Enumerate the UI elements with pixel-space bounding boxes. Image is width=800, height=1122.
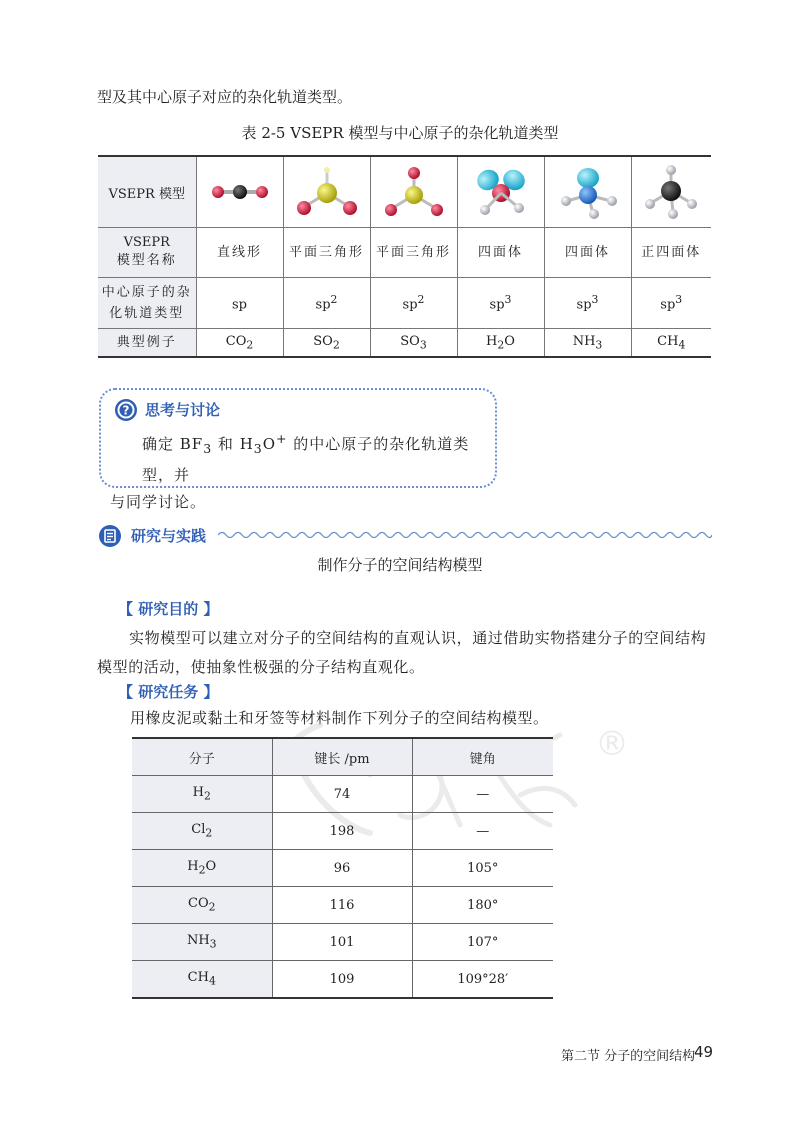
row-header-hybrid-line1: 中心原子的杂: [101, 285, 192, 300]
example-cell: [283, 329, 370, 358]
molecule-cell: [132, 961, 272, 999]
example-cell: [457, 329, 544, 358]
bond-angle-cell: 109°28′: [412, 961, 553, 999]
table-row: [132, 850, 553, 887]
header-bond-angle: 键角: [412, 738, 553, 776]
wave-divider: [218, 528, 712, 542]
row-model: [98, 156, 711, 228]
bond-length-cell: 101: [272, 924, 412, 961]
molecule-cell: [132, 776, 272, 813]
model-cell-co2: [196, 156, 283, 228]
model-name-cell: 四面体: [544, 228, 631, 278]
bond-angle-cell: 105°: [412, 850, 553, 887]
formula-sub: 2: [332, 338, 340, 352]
bond-angle-cell: 107°: [412, 924, 553, 961]
think-sup: +: [276, 431, 288, 446]
table-row: [132, 776, 553, 813]
formula-part: CO: [225, 333, 247, 349]
think-line-2: 与同学讨论。: [110, 493, 207, 511]
formula-sub: 3: [595, 338, 603, 352]
question-icon: [114, 398, 138, 422]
table-row: [132, 813, 553, 850]
bond-angle-cell: —: [412, 776, 553, 813]
task-text: 用橡皮泥或黏土和牙签等材料制作下列分子的空间结构模型。: [130, 709, 549, 727]
formula-sub: 4: [208, 974, 216, 988]
hybrid-cell: [283, 278, 370, 329]
hybrid-sup: 2: [417, 293, 425, 307]
bond-length-cell: 198: [272, 813, 412, 850]
hybrid-base: sp: [402, 297, 418, 313]
molecule-cell: [132, 813, 272, 850]
formula-sub: 2: [198, 863, 206, 877]
formula-sub: 2: [208, 900, 216, 914]
row-header-model: VSEPR 模型: [98, 156, 196, 228]
row-hybridization: [98, 278, 711, 329]
ch4-molecule-icon: [639, 163, 703, 221]
model-cell-h2o: [457, 156, 544, 228]
research-practice-title: 研究与实践: [131, 527, 207, 545]
formula-part: SO: [400, 333, 420, 349]
purpose-text-content: 实物模型可以建立对分子的空间结构的直观认识，通过借助实物搭建分子的空间结构模型的活动，使抽象性极强的分子结构直观化。: [97, 629, 707, 676]
think-discuss-text: [110, 425, 490, 516]
formula-sub: 4: [678, 338, 686, 352]
task-label: 【 研究任务 】: [118, 683, 219, 701]
hybrid-base: sp: [576, 297, 592, 313]
hybrid-sup: 2: [330, 293, 338, 307]
molecule-cell: [132, 850, 272, 887]
model-cell-so3: [370, 156, 457, 228]
bond-data-table: [132, 737, 553, 999]
header-bond-length: 键长 /pm: [272, 738, 412, 776]
hybrid-cell: [544, 278, 631, 329]
svg-text:?: ?: [122, 403, 130, 418]
formula-part: CH: [187, 970, 209, 986]
model-name-cell: 平面三角形: [370, 228, 457, 278]
molecule-cell: [132, 924, 272, 961]
think-text-part: O: [262, 435, 277, 453]
example-cell: [196, 329, 283, 358]
notebook-icon: [98, 524, 122, 548]
so3-molecule-icon: [379, 163, 449, 221]
header-molecule: 分子: [132, 738, 272, 776]
formula-part: O: [205, 859, 217, 875]
intro-line: 型及其中心原子对应的杂化轨道类型。: [97, 88, 353, 106]
formula-part: H: [192, 785, 204, 801]
think-discuss-title: 思考与讨论: [145, 401, 221, 419]
formula-sub: 2: [203, 789, 211, 803]
co2-molecule-icon: [208, 177, 272, 207]
row-header-name-line2: 模型名称: [116, 252, 177, 268]
model-name-cell: 四面体: [457, 228, 544, 278]
formula-sub: 2: [205, 826, 213, 840]
think-text-part: 确定 BF: [142, 435, 204, 453]
think-text-part: 的中心原子的杂化轨道类型，并: [142, 435, 470, 484]
formula-sub: 3: [209, 937, 217, 951]
think-line-1: [110, 425, 490, 489]
molecule-cell: [132, 887, 272, 924]
think-sub: 3: [253, 441, 263, 456]
bond-angle-cell: 180°: [412, 887, 553, 924]
hybrid-cell: [631, 278, 711, 329]
row-example: [98, 329, 711, 358]
model-name-cell: 正四面体: [631, 228, 711, 278]
example-cell: [631, 329, 711, 358]
registered-mark: ®: [595, 724, 629, 764]
hybrid-sup: 3: [675, 293, 683, 307]
model-cell-so2: [283, 156, 370, 228]
model-cell-ch4: [631, 156, 711, 228]
hybrid-cell: [457, 278, 544, 329]
bond-length-cell: 74: [272, 776, 412, 813]
formula-part: O: [504, 333, 515, 349]
table-row: [132, 924, 553, 961]
hybrid-base: sp: [232, 297, 247, 313]
model-name-cell: 平面三角形: [283, 228, 370, 278]
hybrid-cell: [196, 278, 283, 329]
vsepr-table: [98, 155, 711, 358]
research-heading: 制作分子的空间结构模型: [317, 556, 483, 574]
formula-sub: 3: [419, 338, 427, 352]
model-name-cell: 直线形: [196, 228, 283, 278]
formula-part: CO: [188, 896, 209, 912]
hybrid-sup: 3: [504, 293, 512, 307]
page-number: 49: [694, 1043, 714, 1061]
formula-sub: 2: [246, 338, 254, 352]
table-caption: 表 2-5 VSEPR 模型与中心原子的杂化轨道类型: [241, 124, 559, 142]
row-header-hybrid: [98, 278, 196, 329]
row-header-example: 典型例子: [98, 329, 196, 358]
so2-molecule-icon: [292, 163, 362, 221]
formula-part: H: [486, 333, 498, 349]
nh3-molecule-icon: [553, 163, 623, 221]
formula-part: NH: [572, 333, 596, 349]
formula-part: CH: [657, 333, 679, 349]
row-header-hybrid-line2: 化轨道类型: [109, 306, 185, 321]
think-sub: 3: [203, 441, 213, 456]
formula-part: H: [187, 859, 199, 875]
think-text-part: 和 H: [212, 435, 254, 453]
footer-section: 第二节 分子的空间结构: [561, 1049, 696, 1064]
formula-part: SO: [313, 333, 333, 349]
h2o-molecule-icon: [466, 163, 536, 221]
example-cell: [544, 329, 631, 358]
purpose-label: 【 研究目的 】: [118, 600, 219, 618]
hybrid-cell: [370, 278, 457, 329]
table-row: [132, 961, 553, 999]
bond-length-cell: 116: [272, 887, 412, 924]
row-model-name: [98, 228, 711, 278]
example-cell: [370, 329, 457, 358]
formula-sub: 2: [497, 338, 505, 352]
table-row: [132, 887, 553, 924]
formula-part: Cl: [191, 822, 206, 838]
formula-part: NH: [186, 933, 210, 949]
bond-length-cell: 109: [272, 961, 412, 999]
hybrid-sup: 3: [591, 293, 599, 307]
hybrid-base: sp: [489, 297, 505, 313]
row-header-name-line1: VSEPR: [123, 234, 170, 250]
bond-table-header: [132, 738, 553, 776]
hybrid-base: sp: [315, 297, 331, 313]
purpose-text: [97, 624, 712, 682]
hybrid-base: sp: [660, 297, 676, 313]
model-cell-nh3: [544, 156, 631, 228]
bond-angle-cell: —: [412, 813, 553, 850]
bond-length-cell: 96: [272, 850, 412, 887]
row-header-name: [98, 228, 196, 278]
